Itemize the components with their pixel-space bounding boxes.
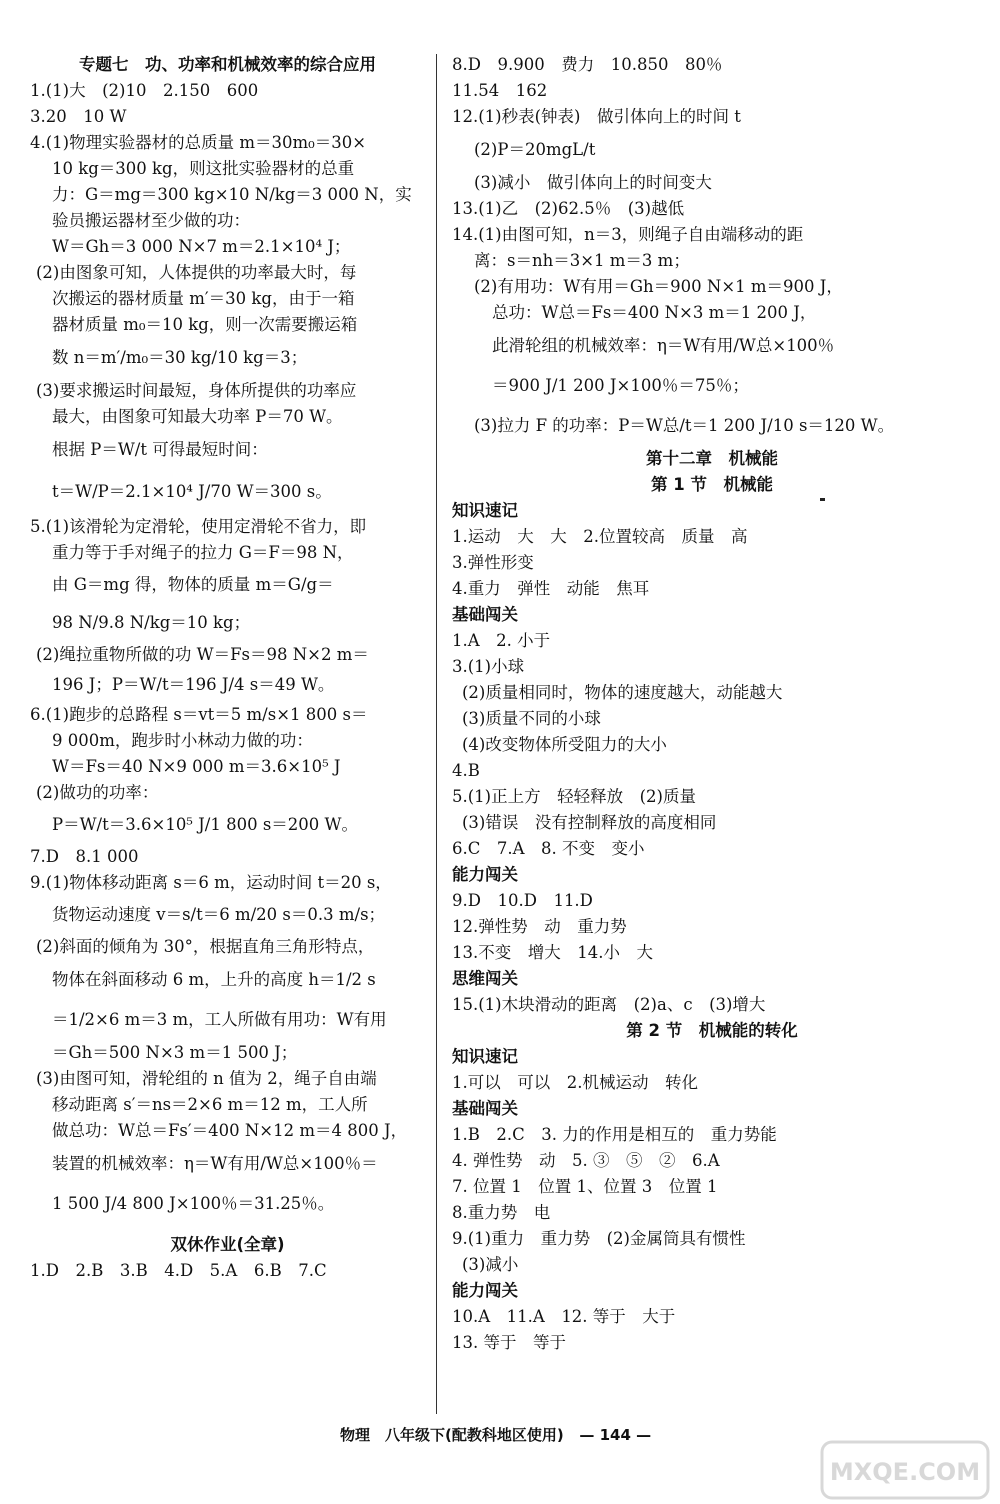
answer-line: P＝W/t＝3.6×10⁵ J/1 800 s＝200 W。 bbox=[52, 815, 358, 834]
answer-line: 1.B 2.C 3. 力的作用是相互的 重力势能 bbox=[452, 1125, 777, 1144]
answer-line: 13. 等于 等于 bbox=[452, 1333, 566, 1352]
answer-line: (3)要求搬运时间最短，身体所提供的功率应 bbox=[36, 381, 357, 400]
answer-line: 根据 P＝W/t 可得最短时间： bbox=[52, 440, 268, 459]
footer-subject: 物理 八年级下(配教科地区使用) bbox=[340, 1426, 564, 1444]
page-footer bbox=[340, 1424, 651, 1445]
answer-line: 总功：W总＝Fs＝400 N×3 m＝1 200 J， bbox=[492, 303, 817, 322]
answer-line: (3)错误 没有控制释放的高度相同 bbox=[462, 813, 717, 832]
right-column bbox=[452, 52, 972, 1356]
watermark-logo bbox=[820, 1440, 990, 1500]
answer-line: 9.(1)重力 重力势 (2)金属筒具有惯性 bbox=[452, 1229, 746, 1248]
answer-line: 物体在斜面移动 6 m，上升的高度 h＝1/2 s bbox=[52, 970, 376, 989]
answer-line: ＝900 J/1 200 J×100％＝75％； bbox=[492, 376, 749, 395]
answer-line: W＝Gh＝3 000 N×7 m＝2.1×10⁴ J； bbox=[52, 237, 351, 256]
answer-line: 8.重力势 电 bbox=[452, 1203, 551, 1222]
answer-line: (2)质量相同时，物体的速度越大，动能越大 bbox=[462, 683, 783, 702]
answer-line: (3)由图可知，滑轮组的 n 值为 2，绳子自由端 bbox=[36, 1069, 377, 1088]
answer-line: 8.D 9.900 费力 10.850 80％ bbox=[452, 55, 723, 74]
label-basic: 基础闯关 bbox=[452, 1099, 518, 1118]
page-number: — 144 — bbox=[579, 1426, 652, 1444]
answer-line: 10.A 11.A 12. 等于 大于 bbox=[452, 1307, 676, 1326]
section-title-2: 第 2 节 机械能的转化 bbox=[626, 1021, 798, 1040]
answer-line: 13.不变 增大 14.小 大 bbox=[452, 943, 653, 962]
answer-line: 器材质量 m₀＝10 kg，则一次需要搬运箱 bbox=[52, 315, 358, 334]
answer-line: (2)由图象可知，人体提供的功率最大时，每 bbox=[36, 263, 357, 282]
answer-line: 4.(1)物理实验器材的总质量 m＝30m₀＝30× bbox=[30, 133, 367, 152]
answer-line: 4.重力 弹性 动能 焦耳 bbox=[452, 579, 650, 598]
answer-line: (3)质量不同的小球 bbox=[462, 709, 601, 728]
answer-line: 力：G＝mg＝300 kg×10 N/kg＝3 000 N，实 bbox=[52, 185, 412, 204]
answer-line: 次搬运的器材质量 m′＝30 kg，由于一箱 bbox=[52, 289, 355, 308]
section-title-1: 第 1 节 机械能 bbox=[651, 475, 773, 494]
answer-line: 做总功：W总＝Fs′＝400 N×12 m＝4 800 J， bbox=[52, 1121, 408, 1140]
answer-line: 移动距离 s′＝ns＝2×6 m＝12 m，工人所 bbox=[52, 1095, 368, 1114]
label-ability: 能力闯关 bbox=[452, 1281, 518, 1300]
answer-line: (2)P＝20mgL/t bbox=[474, 140, 596, 159]
answer-line: 装置的机械效率：η＝W有用/W总×100％＝ bbox=[52, 1154, 378, 1173]
left-column bbox=[30, 52, 425, 1284]
section-title-topic7: 专题七 功、功率和机械效率的综合应用 bbox=[79, 55, 376, 74]
answer-line: 1.可以 可以 2.机械运动 转化 bbox=[452, 1073, 698, 1092]
answer-line: 离：s＝nh＝3×1 m＝3 m； bbox=[474, 251, 690, 270]
label-thinking: 思维闯关 bbox=[452, 969, 518, 988]
answer-line: 1.(1)大 (2)10 2.150 600 bbox=[30, 81, 259, 100]
answer-line: 12.弹性势 动 重力势 bbox=[452, 917, 627, 936]
answer-line: 5.(1)该滑轮为定滑轮，使用定滑轮不省力，即 bbox=[30, 517, 367, 536]
answer-line: (3)拉力 F 的功率：P＝W总/t＝1 200 J/10 s＝120 W。 bbox=[474, 416, 895, 435]
left-lines bbox=[30, 78, 425, 1224]
answer-line: 13.(1)乙 (2)62.5％ (3)越低 bbox=[452, 199, 685, 218]
answer-line: 9.D 10.D 11.D bbox=[452, 891, 593, 910]
label-basic: 基础闯关 bbox=[452, 605, 518, 624]
answer-line: (4)改变物体所受阻力的大小 bbox=[462, 735, 667, 754]
answer-line: 重力等于手对绳子的拉力 G＝F＝98 N， bbox=[52, 543, 354, 562]
answer-line: W＝Fs＝40 N×9 000 m＝3.6×10⁵ J bbox=[52, 757, 341, 776]
answer-line: 7.D 8.1 000 bbox=[30, 847, 139, 866]
answer-line: 由 G＝mg 得，物体的质量 m＝G/g＝ bbox=[52, 575, 334, 594]
answer-line: 验员搬运器材至少做的功： bbox=[52, 211, 250, 230]
answer-line: 此滑轮组的机械效率：η＝W有用/W总×100％ bbox=[492, 336, 835, 355]
answer-line: 6.C 7.A 8. 不变 变小 bbox=[452, 839, 645, 858]
answer-line: 9.(1)物体移动距离 s＝6 m，运动时间 t＝20 s， bbox=[30, 873, 392, 892]
answer-line: 6.(1)跑步的总路程 s＝vt＝5 m/s×1 800 s＝ bbox=[30, 705, 368, 724]
answer-line: 196 J；P＝W/t＝196 J/4 s＝49 W。 bbox=[52, 675, 335, 694]
svg-text:MXQE.COM: MXQE.COM bbox=[829, 1458, 981, 1486]
column-divider bbox=[436, 54, 437, 1414]
answer-line: 10 kg＝300 kg，则这批实验器材的总重 bbox=[52, 159, 355, 178]
answer-line: 4.B bbox=[452, 761, 480, 780]
answer-line: 3.(1)小球 bbox=[452, 657, 525, 676]
answer-line: 1.A 2. 小于 bbox=[452, 631, 551, 650]
answer-line: ＝Gh＝500 N×3 m＝1 500 J； bbox=[52, 1043, 298, 1062]
answer-line: (3)减小 bbox=[462, 1255, 519, 1274]
answer-line: 3.20 10 W bbox=[30, 107, 127, 126]
answer-line: t＝W/P＝2.1×10⁴ J/70 W＝300 s。 bbox=[52, 482, 332, 501]
answer-line: 最大，由图象可知最大功率 P＝70 W。 bbox=[52, 407, 343, 426]
label-knowledge: 知识速记 bbox=[452, 501, 518, 520]
answer-line: 98 N/9.8 N/kg＝10 kg； bbox=[52, 613, 251, 632]
label-ability: 能力闯关 bbox=[452, 865, 518, 884]
answer-line: (3)减小 做引体向上的时间变大 bbox=[474, 173, 712, 192]
section-title-weekend: 双休作业(全章) bbox=[170, 1235, 285, 1254]
answer-line: 1.运动 大 大 2.位置较高 质量 高 bbox=[452, 527, 748, 546]
answer-line: 数 n＝m′/m₀＝30 kg/10 kg＝3； bbox=[52, 348, 308, 367]
answer-line: (2)做功的功率： bbox=[36, 783, 159, 802]
answer-line: 1 500 J/4 800 J×100％＝31.25％。 bbox=[52, 1194, 335, 1213]
chapter-title: 第十二章 机械能 bbox=[646, 449, 778, 468]
answer-line: 9 000m，跑步时小林动力做的功： bbox=[52, 731, 313, 750]
answer-line: (2)斜面的倾角为 30°，根据直角三角形特点， bbox=[36, 937, 375, 956]
answer-line: 1.D 2.B 3.B 4.D 5.A 6.B 7.C bbox=[30, 1261, 327, 1280]
answer-line: (2)有用功：W有用＝Gh＝900 N×1 m＝900 J， bbox=[474, 277, 843, 296]
answer-line: 7. 位置 1 位置 1、位置 3 位置 1 bbox=[452, 1177, 718, 1196]
label-knowledge: 知识速记 bbox=[452, 1047, 518, 1066]
answer-line: 4. 弹性势 动 5. ③ ⑤ ② 6.A bbox=[452, 1151, 720, 1170]
answer-line: (2)绳拉重物所做的功 W＝Fs＝98 N×2 m＝ bbox=[36, 645, 369, 664]
answer-line: 14.(1)由图可知，n＝3，则绳子自由端移动的距 bbox=[452, 225, 804, 244]
answer-line: 货物运动速度 v＝s/t＝6 m/20 s＝0.3 m/s； bbox=[52, 905, 386, 924]
answer-line: 3.弹性形变 bbox=[452, 553, 534, 572]
answer-line: 5.(1)正上方 轻轻释放 (2)质量 bbox=[452, 787, 696, 806]
answer-line: 12.(1)秒表(钟表) 做引体向上的时间 t bbox=[452, 107, 741, 126]
answer-line: 15.(1)木块滑动的距离 (2)a、c (3)增大 bbox=[452, 995, 766, 1014]
answer-line: 11.54 162 bbox=[452, 81, 548, 100]
answer-line: ＝1/2×6 m＝3 m，工人所做有用功：W有用 bbox=[52, 1010, 387, 1029]
